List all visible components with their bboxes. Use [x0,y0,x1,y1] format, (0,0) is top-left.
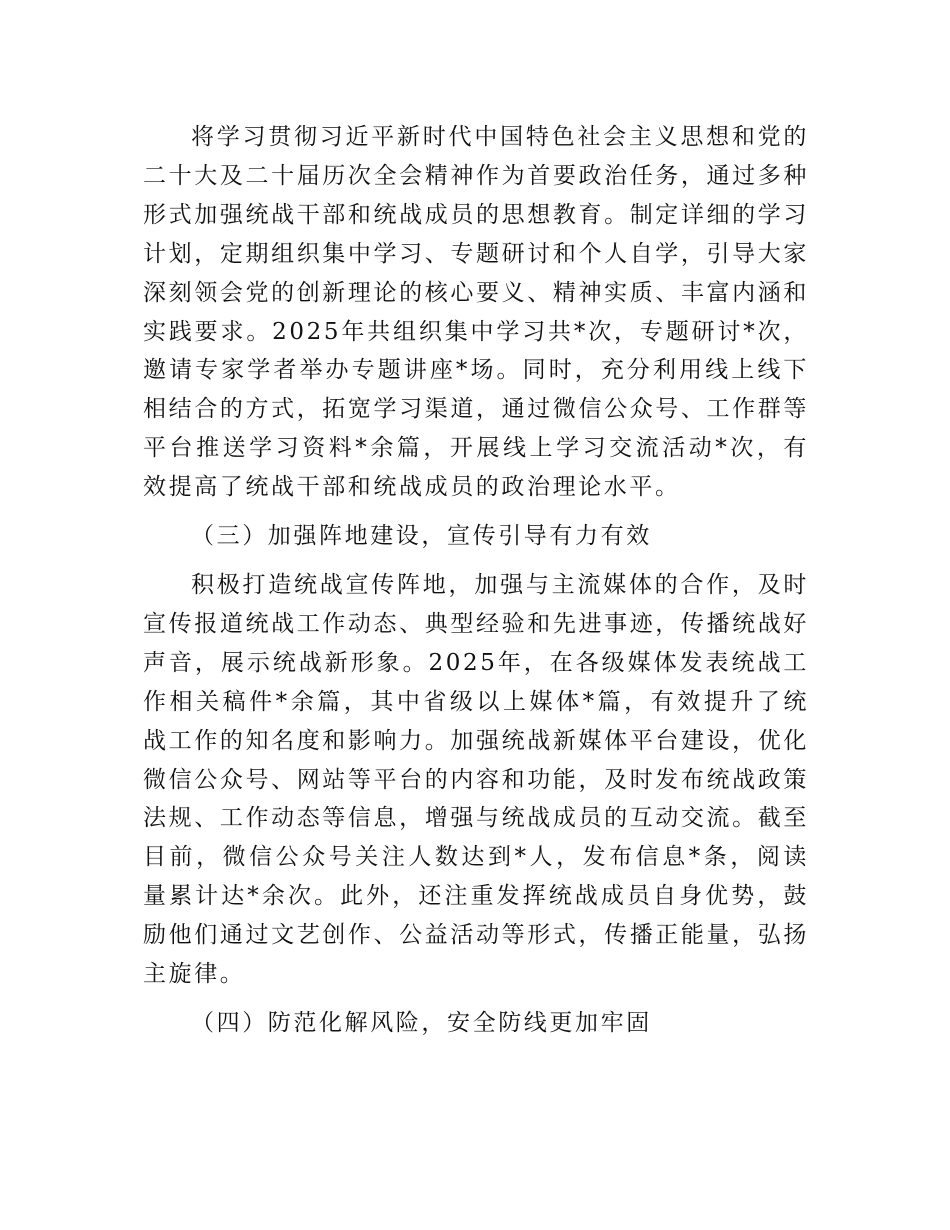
body-paragraph-study: 将学习贯彻习近平新时代中国特色社会主义思想和党的二十大及二十届历次全会精神作为首要政治任务，通过多种形式加强统战干部和统战成员的思想教育。制定详细的学习计划，定期组织集中学习、专题研讨和个人自学，引导大家深刻领会党的创新理论的核心要义、精神实质、丰富内涵和实践要求。2025年共组织集中学习共*次，专题研讨*次，邀请专家学者举办专题讲座*场。同时，充分利用线上线下相结合的方式，拓宽学习渠道，通过微信公众号、工作群等平台推送学习资料*余篇，开展线上学习交流活动*次，有效提高了统战干部和统战成员的政治理论水平。 [143,124,809,501]
body-paragraph-publicity: 积极打造统战宣传阵地，加强与主流媒体的合作，及时宣传报道统战工作动态、典型经验和先进事迹，传播统战好声音，展示统战新形象。2025年，在各级媒体发表统战工作相关稿件*余篇，其中省级以上媒体*篇，有效提升了统战工作的知名度和影响力。加强统战新媒体平台建设，优化微信公众号、网站等平台的内容和功能，及时发布统战政策法规、工作动态等信息，增强与统战成员的互动交流。截至目前，微信公众号关注人数达到*人，发布信息*条，阅读量累计达*余次。此外，还注重发挥统战成员自身优势，鼓励他们通过文艺创作、公益活动等形式，传播正能量，弘扬主旋律。 [143,571,809,988]
section-heading-4: （四）防范化解风险，安全防线更加牢固 [191,1009,652,1036]
section-heading-3: （三）加强阵地建设，宣传引导有力有效 [191,523,652,550]
document-page [143,118,809,1043]
